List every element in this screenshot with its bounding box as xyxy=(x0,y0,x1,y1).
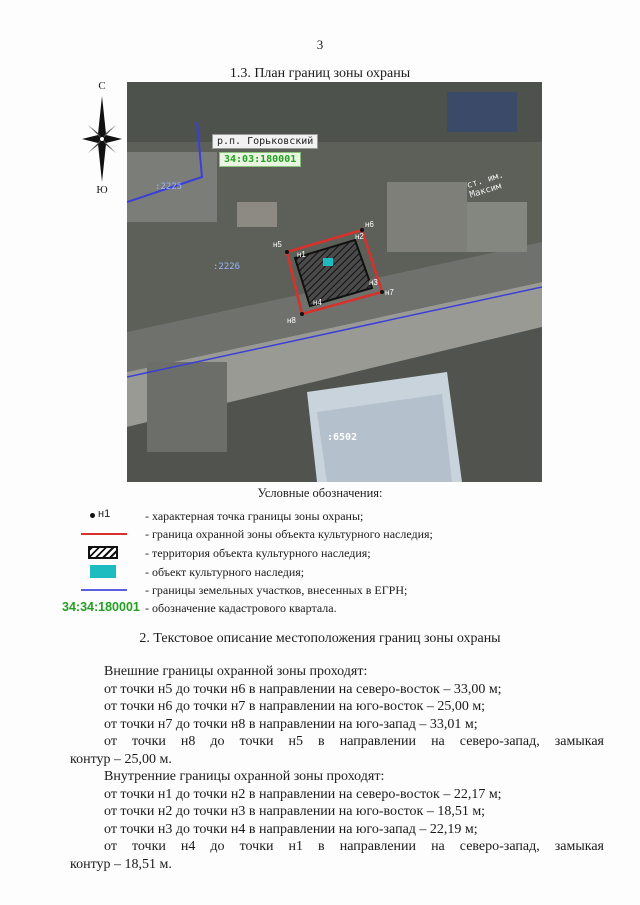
legend-title: Условные обозначения: xyxy=(257,486,383,500)
compass-rose xyxy=(80,80,124,198)
hatch-box-icon xyxy=(88,546,118,559)
point-label: н2 xyxy=(355,232,364,241)
parcel-label: :2225 xyxy=(155,182,183,192)
legend-item-point xyxy=(60,508,600,524)
blue-line-icon xyxy=(81,589,127,591)
compass-star-icon xyxy=(82,96,122,182)
legend-text: - граница охранной зоны объекта культурного наследия; xyxy=(145,527,433,541)
point-label: н5 xyxy=(273,240,282,249)
outer-header: Внешние границы охранной зоны проходят: xyxy=(104,664,368,679)
legend-item-territory xyxy=(60,545,600,561)
section2-title: 2. Текстовое описание местоположения границ зоны охраны xyxy=(139,631,501,646)
legend-item-boundary xyxy=(60,526,600,542)
satellite-map xyxy=(127,82,542,482)
section-title: 1.3. План границ зоны охраны xyxy=(229,66,411,81)
street-label: ст. им. Максим xyxy=(465,170,505,201)
inner-line: от точки н1 до точки н2 в направлении на северо-восток – 22,17 м; xyxy=(104,787,502,802)
point-label: н4 xyxy=(313,298,322,307)
point-label: н6 xyxy=(365,220,374,229)
legend-item-object xyxy=(60,564,600,580)
legend-item-kvartal xyxy=(60,600,600,616)
point-label: н3 xyxy=(369,278,378,287)
outer-line: от точки н7 до точки н8 в направлении на юго-запад – 33,01 м; xyxy=(104,717,478,732)
locality-label: р.п. Горьковский xyxy=(212,134,318,149)
inner-line: от точки н2 до точки н3 в направлении на юго-восток – 18,51 м; xyxy=(104,804,486,819)
point-label: н8 xyxy=(287,316,296,325)
inner-line: контур – 18,51 м. xyxy=(70,857,172,872)
parcel-label: :6502 xyxy=(327,432,358,443)
point-symbol-label: н1 xyxy=(98,508,111,520)
teal-box-icon xyxy=(90,565,116,578)
compass-south-label: Ю xyxy=(96,184,108,196)
outer-line: от точки н8 до точки н5 в направлении на северо-запад, замыкая xyxy=(104,734,604,749)
page-number: 3 xyxy=(316,37,324,52)
outer-line: от точки н6 до точки н7 в направлении на юго-восток – 25,00 м; xyxy=(104,699,486,714)
legend-text: - границы земельных участков, внесенных в ЕГРН; xyxy=(145,583,408,597)
inner-line: от точки н4 до точки н1 в направлении на северо-запад, замыкая xyxy=(104,839,604,854)
legend-text: - территория объекта культурного наследия; xyxy=(145,546,371,560)
compass-north-label: С xyxy=(98,80,106,92)
inner-line: от точки н3 до точки н4 в направлении на юго-запад – 22,19 м; xyxy=(104,822,478,837)
map-background xyxy=(127,82,542,482)
legend-text: - характерная точка границы зоны охраны; xyxy=(145,509,364,523)
outer-line: контур – 25,00 м. xyxy=(70,752,172,767)
kvartal-code: 34:34:180001 xyxy=(62,600,140,614)
point-label: н7 xyxy=(385,288,394,297)
outer-line: от точки н5 до точки н6 в направлении на северо-восток – 33,00 м; xyxy=(104,682,502,697)
point-dot-icon xyxy=(90,513,95,518)
point-label: н1 xyxy=(297,250,306,259)
inner-header: Внутренние границы охранной зоны проходят: xyxy=(104,769,385,784)
legend-text: - обозначение кадастрового квартала. xyxy=(145,601,337,615)
legend-text: - объект культурного наследия; xyxy=(145,565,305,579)
red-line-icon xyxy=(81,533,127,535)
parcel-label: :2226 xyxy=(213,262,241,272)
legend-item-parcels xyxy=(60,582,600,598)
kvartal-label: 34:03:180001 xyxy=(219,152,301,167)
